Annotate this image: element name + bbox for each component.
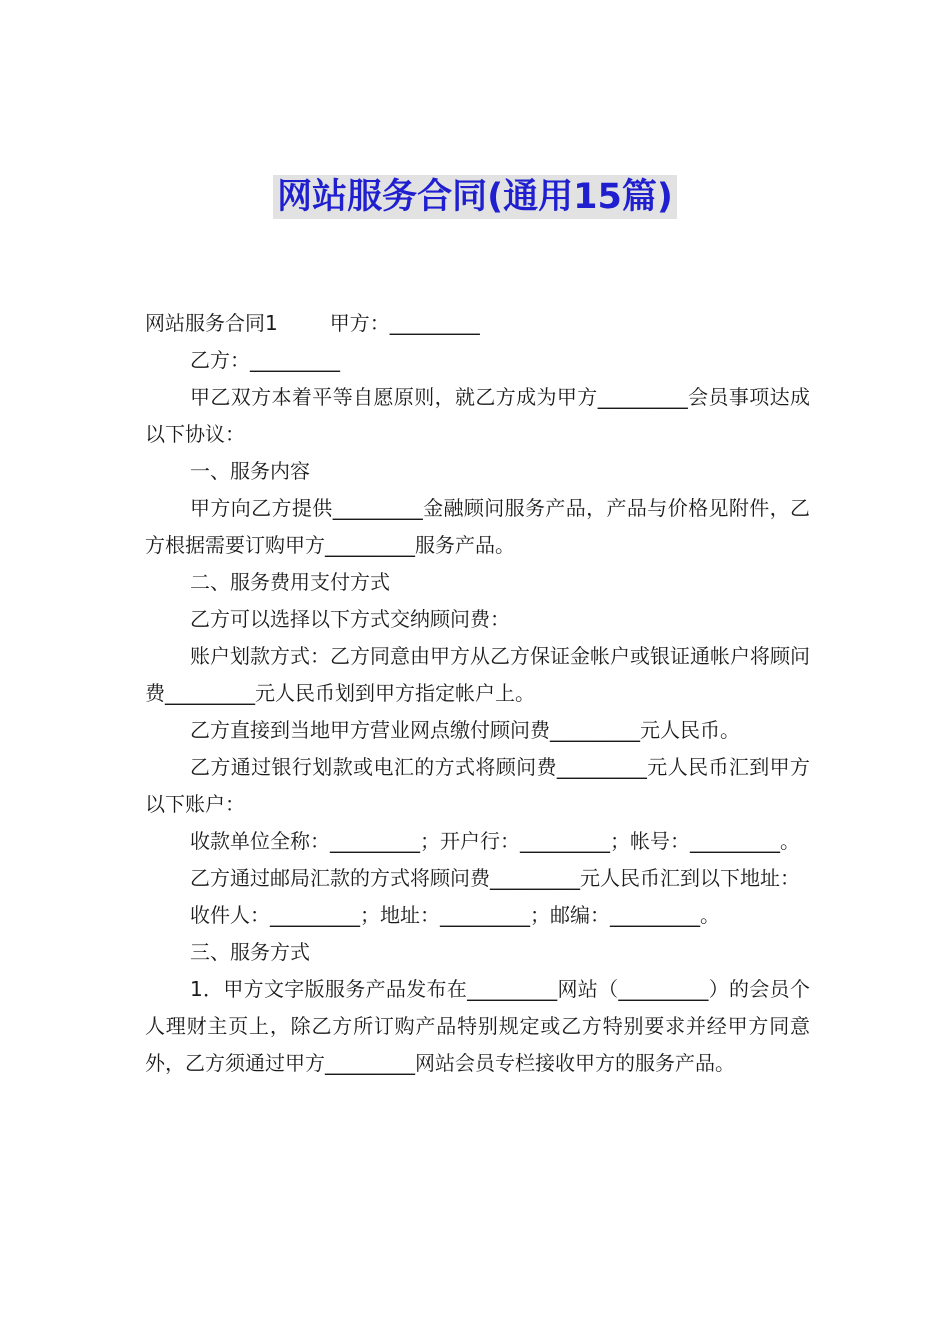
paragraph-recipient-info: 收件人：_________；地址：_________；邮编：_________。 <box>190 903 720 927</box>
title-container <box>0 175 950 219</box>
paragraph-account-transfer: 账户划款方式：乙方同意由甲方从乙方保证金帐户或银证通帐户将顾问费_________元人民币划到甲方指定帐户上。 <box>145 644 810 705</box>
paragraph-payee-info: 收款单位全称：_________；开户行：_________；帐号：_________。 <box>190 829 800 853</box>
paragraph-bank-transfer: 乙方通过银行划款或电汇的方式将顾问费_________元人民币汇到甲方以下账户： <box>145 755 810 816</box>
party-a-line: 甲方：_________ <box>329 311 480 335</box>
document-body <box>145 305 810 1082</box>
paragraph-party-b: 乙方：_________ <box>190 348 340 372</box>
paragraph-direct-payment: 乙方直接到当地甲方营业网点缴付顾问费_________元人民币。 <box>190 718 740 742</box>
section-heading-2: 二、服务费用支付方式 <box>190 570 390 594</box>
section-heading-3: 三、服务方式 <box>190 940 310 964</box>
section-heading-1: 一、服务内容 <box>190 459 310 483</box>
document-title: 网站服务合同(通用15篇) <box>273 175 677 219</box>
paragraph-payment-options: 乙方可以选择以下方式交纳顾问费： <box>190 607 510 631</box>
paragraph-service-content: 甲方向乙方提供_________金融顾问服务产品，产品与价格见附件，乙方根据需要订购甲方_________服务产品。 <box>145 496 810 557</box>
paragraph-postal-remittance: 乙方通过邮局汇款的方式将顾问费_________元人民币汇到以下地址： <box>190 866 800 890</box>
paragraph-intro: 甲乙双方本着平等自愿原则，就乙方成为甲方_________会员事项达成以下协议： <box>145 385 810 446</box>
paragraph-party-a <box>145 305 810 342</box>
contract-label: 网站服务合同1 <box>145 311 278 335</box>
paragraph-service-method-1: 1．甲方文字版服务产品发布在_________网站（_________）的会员个人理财主页上，除乙方所订购产品特别规定或乙方特别要求并经甲方同意外，乙方须通过甲方_________网站会员专栏接收甲方的服务产品。 <box>145 977 810 1075</box>
